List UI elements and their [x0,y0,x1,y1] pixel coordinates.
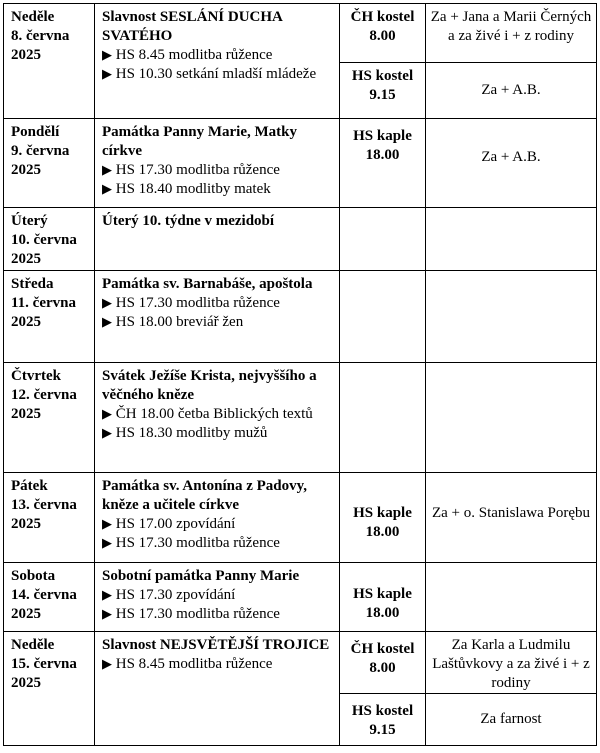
mass-time: 18.00 [365,524,400,540]
mass-place: ČH kostel [350,9,415,25]
day-date: 14. června [11,587,77,603]
mass-place: HS kaple [353,505,412,521]
event-cell [95,208,340,271]
mass-place-cell [340,271,426,363]
day-date-cell [4,208,95,271]
mass-place: HS kaple [353,128,412,144]
mass-time: 9.15 [369,87,396,103]
activity-item: ▶ HS 8.45 modlitba růžence [102,656,273,672]
event-cell [95,632,340,746]
arrow-right-icon: ▶ [102,536,112,551]
mass-time: 18.00 [365,605,400,621]
day-date-cell [4,632,95,746]
day-date: 10. června [11,232,77,248]
mass-place: ČH kostel [350,641,415,657]
mass-place-cell [340,363,426,473]
day-name: Čtvrtek [11,368,61,384]
day-date: 15. června [11,656,77,672]
event-cell [95,271,340,363]
activity-item: ▶ HS 18.40 modlitby matek [102,181,271,197]
day-name: Pátek [11,478,48,494]
schedule-table [3,3,597,746]
mass-place-cell [340,119,426,208]
feast-title: Úterý 10. týdne v mezidobí [102,213,275,229]
day-year: 2025 [11,47,41,63]
day-date: 8. června [11,28,70,44]
mass-time: 18.00 [365,147,400,163]
mass-time: 8.00 [369,660,396,676]
activity-item: ▶ HS 18.00 breviář žen [102,314,244,330]
arrow-right-icon: ▶ [102,607,112,622]
activity-item: ▶ HS 17.00 zpovídání [102,516,236,532]
activity-item: ▶ HS 17.30 modlitba růžence [102,535,280,551]
activity-item: ▶ HS 17.30 modlitba růžence [102,162,280,178]
event-cell [95,4,340,119]
day-date-cell [4,473,95,563]
mass-place-cell [340,563,426,632]
arrow-right-icon: ▶ [102,407,112,422]
activity-item: ▶ HS 18.30 modlitby mužů [102,425,268,441]
feast-title: Sobotní památka Panny Marie [102,568,300,584]
day-name: Neděle [11,637,55,653]
mass-intention: Za farnost [426,694,597,746]
day-date-cell [4,563,95,632]
mass-place-cell [340,4,426,63]
day-year: 2025 [11,516,41,532]
day-year: 2025 [11,251,41,267]
activity-item: ▶ HS 17.30 zpovídání [102,587,236,603]
event-cell [95,119,340,208]
day-year: 2025 [11,314,41,330]
mass-place-cell [340,63,426,119]
mass-intention: Za + A.B. [426,119,597,208]
day-date-cell [4,363,95,473]
activity-item: ▶ HS 8.45 modlitba růžence [102,47,273,63]
activity-item: ▶ HS 10.30 setkání mladší mládeže [102,66,317,82]
arrow-right-icon: ▶ [102,588,112,603]
day-date-cell [4,271,95,363]
day-year: 2025 [11,406,41,422]
mass-place: HS kaple [353,586,412,602]
mass-intention: Za + o. Stanislawa Porębu [426,473,597,563]
arrow-right-icon: ▶ [102,657,112,672]
day-name: Sobota [11,568,56,584]
mass-place-cell [340,632,426,694]
day-year: 2025 [11,162,41,178]
arrow-right-icon: ▶ [102,48,112,63]
mass-intention [426,363,597,473]
feast-title: Památka sv. Barnabáše, apoštola [102,276,313,292]
arrow-right-icon: ▶ [102,163,112,178]
day-name: Pondělí [11,124,60,140]
day-name: Neděle [11,9,55,25]
day-name: Úterý [11,213,48,229]
mass-intention [426,563,597,632]
activity-item: ▶ HS 17.30 modlitba růžence [102,295,280,311]
day-date: 11. června [11,295,76,311]
activity-item: ▶ ČH 18.00 četba Biblických textů [102,406,313,422]
mass-place: HS kostel [351,703,414,719]
mass-time: 8.00 [369,28,396,44]
day-date-cell [4,119,95,208]
day-date: 9. června [11,143,70,159]
feast-title: Slavnost NEJSVĚTĚJŠÍ TROJICE [102,637,330,653]
mass-intention [426,208,597,271]
mass-place-cell [340,473,426,563]
feast-title: Památka sv. Antonína z Padovy, kněze a učitele církve [102,478,308,513]
arrow-right-icon: ▶ [102,67,112,82]
mass-place: HS kostel [351,68,414,84]
mass-place-cell [340,208,426,271]
day-date: 12. června [11,387,77,403]
mass-intention [426,271,597,363]
activity-item: ▶ HS 17.30 modlitba růžence [102,606,280,622]
day-year: 2025 [11,606,41,622]
day-year: 2025 [11,675,41,691]
arrow-right-icon: ▶ [102,296,112,311]
mass-place-cell [340,694,426,746]
feast-title: Slavnost SESLÁNÍ DUCHA SVATÉHO [102,9,283,44]
event-cell [95,363,340,473]
mass-intention: Za + Jana a Marii Černých a za živé i + z rodiny [426,4,597,63]
event-cell [95,563,340,632]
day-name: Středa [11,276,54,292]
arrow-right-icon: ▶ [102,426,112,441]
day-date-cell [4,4,95,119]
event-cell [95,473,340,563]
feast-title: Památka Panny Marie, Matky církve [102,124,297,159]
mass-time: 9.15 [369,722,396,738]
mass-intention: Za Karla a Ludmilu Laštůvkovy a za živé i + z rodiny [426,632,597,694]
day-date: 13. června [11,497,77,513]
arrow-right-icon: ▶ [102,517,112,532]
arrow-right-icon: ▶ [102,182,112,197]
arrow-right-icon: ▶ [102,315,112,330]
mass-intention: Za + A.B. [426,63,597,119]
feast-title: Svátek Ježíše Krista, nejvyššího a věčného kněze [102,368,317,403]
